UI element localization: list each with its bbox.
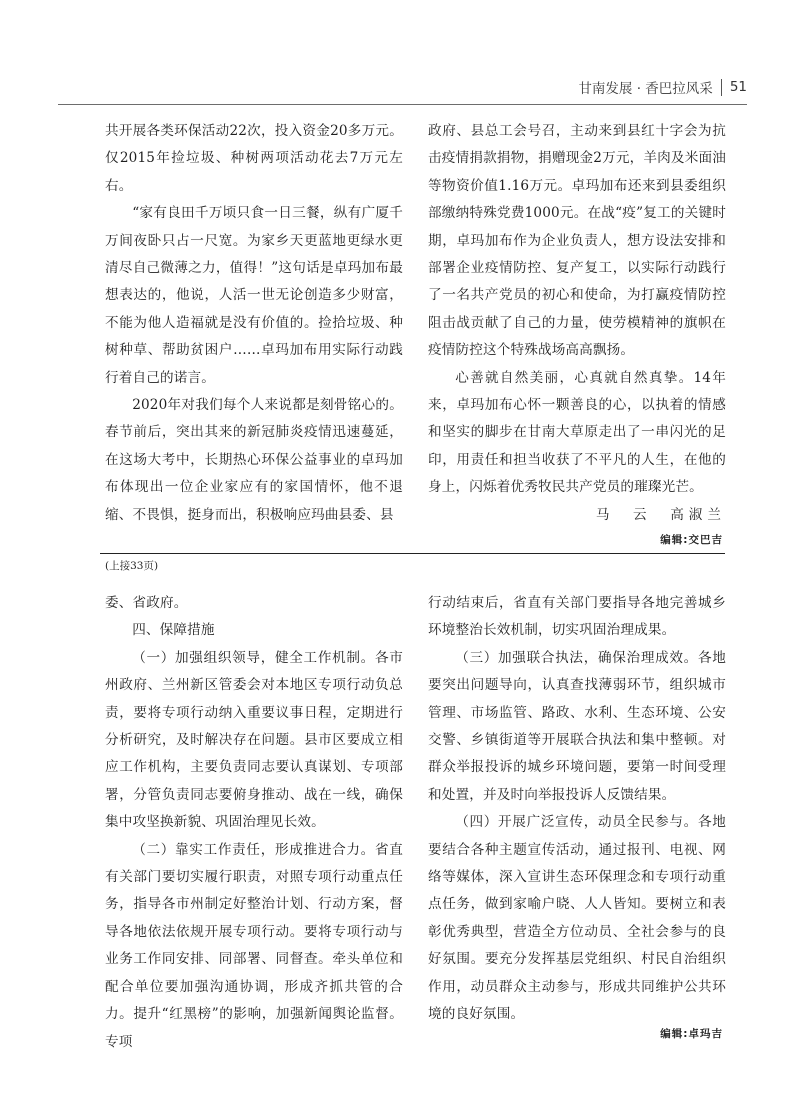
article-column-right [428,118,726,529]
paragraph: （一）加强组织领导，健全工作机制。各市州政府、兰州新区管委会对本地区专项行动负总责，要将专项行动纳入重要议事日程，定期进行分析研究，及时解决存在问题。县市区要成立相应工作机构，主要负责同志要认真谋划、专项部署，分管负责同志要俯身推动、战在一线，确保集中攻坚换新貌、巩固治理见长效。 [105,649,403,831]
paragraph: （四）开展广泛宣传，动员全民参与。各地要结合各种主题宣传活动，通过报刊、电视、网络等媒体，深入宣讲生态环保理念和专项行动重点任务，做到家喻户晓、人人皆知。要树立和表彰优秀典型，营造全方位动员、全社会参与的良好氛围。要充分发挥基层党组织、村民自治组织作用，动员群众主动参与，形成共同维护公共环境的良好氛围。 [428,814,726,1023]
paragraph: 行动结束后，省直有关部门要指导各地完善城乡环境整治长效机制，切实巩固治理成果。 [428,595,726,639]
paragraph: 心善就自然美丽，心真就自然真挚。14年来，卓玛加布心怀一颗善良的心，以执着的情感和坚实的脚步在甘南大草原走出了一串闪光的足印，用责任和担当收获了不平凡的人生，在他的身上，闪烁着优秀牧民共产党员的璀璨光芒。 [428,369,726,496]
editor-credit: 编辑:交巴吉 [660,534,723,546]
continued-note: (上接33页) [105,560,159,572]
paragraph: 2020年对我们每个人来说都是刻骨铭心的。春节前后，突出其来的新冠肺炎疫情迅速蔓延，在这场大考中，长期热心环保公益事业的卓玛加布体现出一位企业家应有的家国情怀，他不退缩、不畏惧，挺身而出，积极响应玛曲县委、县 [105,397,403,523]
section-heading: 四、保障措施 [132,622,215,639]
policy-column-left [105,590,403,1056]
section-title: 甘南发展 · 香巴拉风采 [578,81,713,97]
header-separator [721,79,722,96]
paragraph: （二）靠实工作责任，形成推进合力。省直有关部门要切实履行职责，对照专项行动重点任务，指导各市州制定好整治计划、行动方案，督导各地依法依规开展专项行动。要将专项行动与业务工作同安排、同部署、同督查。牵头单位和配合单位要加强沟通协调，形成齐抓共管的合力。提升“红黑榜”的影响，加强新闻舆论监督。专项 [105,841,403,1050]
header-rule [58,104,747,105]
paragraph: 委、省政府。 [105,595,188,611]
running-header [578,76,747,98]
paragraph: （三）加强联合执法，确保治理成效。各地要突出问题导向，认真查找薄弱环节，组织城市管理、市场监管、路政、水利、生态环境、公安交警、乡镇街道等开展联合执法和集中整顿。对群众举报投诉的城乡环境问题，要第一时间受理和处置，并及时向举报投诉人反馈结果。 [428,649,726,803]
page-number: 51 [729,79,747,95]
paragraph: 政府、县总工会号召，主动来到县红十字会为抗击疫情捐款捐物，捐赠现金2万元，羊肉及米面油等物资价值1.16万元。卓玛加布还来到县委组织部缴纳特殊党费1000元。在战“疫”复工的关键时期，卓玛加布作为企业负责人，想方设法安排和部署企业疫情防控、复产复工，以实际行动践行了一名共产党员的初心和使命，为打赢疫情防控阻击战贡献了自己的力量，使劳模精神的旗帜在疫情防控这个特殊战场高高飘扬。 [428,123,726,359]
author-byline: 马 云 高淑兰 [595,506,726,523]
paragraph: “家有良田千万顷只食一日三餐，纵有广厦千万间夜卧只占一尺宽。为家乡天更蓝地更绿水更清尽自己微薄之力，值得！”这句话是卓玛加布最想表达的，他说，人活一世无论创造多少财富，不能为他人造福就是没有价值的。捡拾垃圾、种树种草、帮助贫困户……卓玛加布用实际行动践行着自己的诺言。 [105,205,403,386]
paragraph: 共开展各类环保活动22次，投入资金20多万元。仅2015年捡垃圾、种树两项活动花去7万元左右。 [105,123,403,194]
section-divider [100,553,725,554]
policy-column-right [428,590,726,1029]
article-column-left [105,118,403,529]
editor-credit: 编辑:卓玛吉 [660,1028,723,1040]
